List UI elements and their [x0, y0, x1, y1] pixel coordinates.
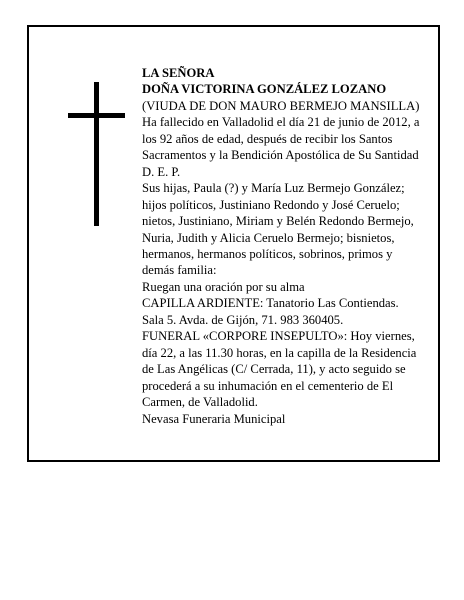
- text-line: Sus hijas, Paula (?) y María Luz Bermejo González;: [142, 181, 405, 196]
- widow-line: (VIUDA DE DON MAURO BERMEJO MANSILLA): [142, 98, 420, 113]
- rip-line: D. E. P.: [142, 164, 181, 179]
- deceased-name: DOÑA VICTORINA GONZÁLEZ LOZANO: [142, 82, 387, 97]
- text-line: Nuria, Judith y Alicia Ceruelo Bermejo; bisnietos,: [142, 230, 395, 245]
- text-line: los 92 años de edad, después de recibir los Santos: [142, 131, 393, 146]
- funeral-home-line: Nevasa Funeraria Municipal: [142, 411, 286, 426]
- text-line: demás familia:: [142, 263, 217, 278]
- chapel-line: CAPILLA ARDIENTE: Tanatorio Las Contiendas.: [142, 296, 399, 311]
- text-line: Sacramentos y la Bendición Apostólica de Su Santidad: [142, 148, 419, 163]
- text-line: hermanos, hermanos políticos, sobrinos, primos y: [142, 246, 393, 261]
- text-line: de Las Angélicas (C/ Cerrada, 11), y acto seguido se: [142, 362, 406, 377]
- funeral-line: FUNERAL «CORPORE INSEPULTO»: Hoy viernes,: [142, 329, 415, 344]
- address-line: Sala 5. Avda. de Gijón, 71. 983 360405.: [142, 312, 344, 327]
- text-line: nietos, Justiniano, Miriam y Belén Redondo Bermejo,: [142, 214, 414, 229]
- text-line: día 22, a las 11.30 horas, en la capilla de la Residencia: [142, 345, 417, 360]
- obituary-text: [142, 65, 460, 427]
- text-line: hijos políticos, Justiniano Redondo y José Ceruelo;: [142, 197, 400, 212]
- latin-cross-icon-crossbar: [68, 113, 125, 118]
- obituary-notice: [27, 25, 440, 462]
- text-line: Carmen, de Valladolid.: [142, 395, 258, 410]
- text-line: procederá a su inhumación en el cementerio de El: [142, 378, 394, 393]
- latin-cross-icon: [94, 82, 99, 226]
- prayer-line: Ruegan una oración por su alma: [142, 279, 305, 294]
- notice-title-line: LA SEÑORA: [142, 66, 215, 80]
- text-line: Ha fallecido en Valladolid el día 21 de junio de 2012, a: [142, 115, 420, 130]
